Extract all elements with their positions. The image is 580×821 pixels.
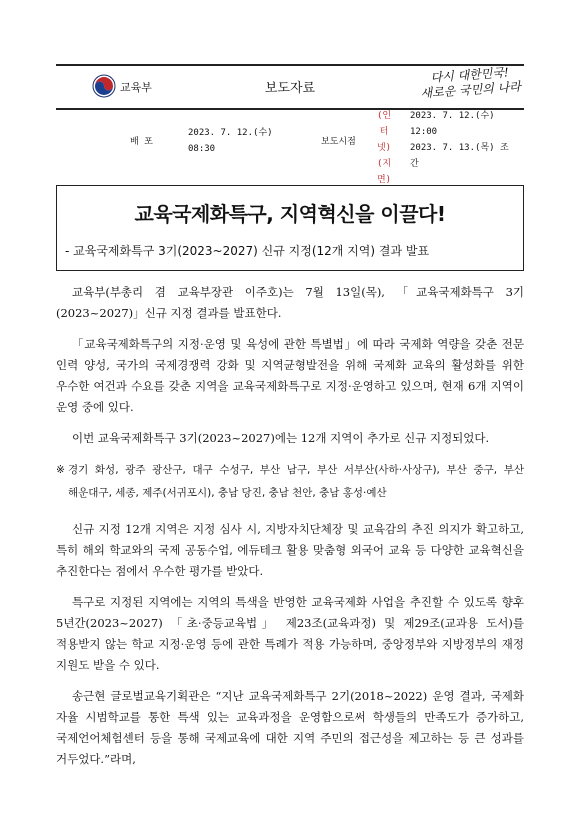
slogan-line-1: 다시 대한민국! [429, 65, 509, 85]
distribution-time: 08:30 [188, 144, 216, 154]
slogan-line-2: 새로운 국민의 나라 [419, 79, 521, 101]
subheadline: - 교육국제화특구 3기(2023~2027) 신규 지정(12개 지역) 결과 발표 [65, 244, 430, 258]
release-info [56, 108, 524, 185]
paragraph: 이번 교육국제화특구 3기(2023~2027)에는 12개 지역이 추가로 신규 지정되었다. [72, 431, 490, 445]
embargo-line: 간 [410, 159, 419, 169]
headline: 교육국제화특구, 지역혁신을 이끌다! [134, 202, 446, 226]
press-body [56, 282, 524, 780]
embargo-value [410, 108, 509, 172]
distribution-label: 배 포 [130, 137, 153, 147]
media-line: (지 [376, 159, 392, 169]
media-line: 넷) [376, 143, 392, 153]
embargo-line: 12:00 [410, 127, 438, 137]
embargo-line: 2023. 7. 12.(수) [410, 111, 495, 121]
note-mark: ※ [56, 464, 65, 476]
embargo-media [372, 108, 396, 188]
press-header [56, 64, 524, 110]
embargo-line: 2023. 7. 13.(목) 조 [410, 143, 509, 153]
distribution-value [188, 125, 273, 157]
media-line: 면) [376, 175, 392, 185]
paragraph: 신규 지정 12개 지역은 지정 심사 시, 지방자치단체장 및 교육감의 추진 의지가 확고하고, 특히 해외 학교와의 국제 공동수업, 에듀테크 활용 맞춤형 외국어 교육 등 다양한 교육혁신을 추진한다는 점에서 우수한 평가를 받았다. [56, 522, 524, 578]
org-name: 교육부 [120, 81, 152, 94]
distribution-date: 2023. 7. 12.(수) [188, 128, 273, 138]
title-box [56, 185, 524, 271]
embargo-label: 보도시점 [321, 137, 356, 147]
paragraph: 「교육국제화특구의 지정·운영 및 육성에 관한 특별법」에 따라 국제화 역량을 갖춘 전문 인력 양성, 국가의 국제경쟁력 강화 및 지역균형발전을 위해 국제화 교육의 활성화를 위한 우수한 여건과 수요를 갖춘 지역을 교육국제화특구로 지정·운영하고 있으며, 현재 6개 지역이 운영 중에 있다. [56, 337, 524, 414]
paragraph: 송근현 글로벌교육기획관은 “지난 교육국제화특구 2기(2018~2022) 운영 결과, 국제화 자율 시범학교를 통한 특색 있는 교육과정을 운영함으로써 학생들의 만족도가 증가하고, 국제언어체험센터 등을 통해 국제교육에 대한 지역 주민의 접근성을 제고하는 등 큰 성과를 거두었다.”라며, [56, 689, 524, 766]
note-text: 경기 화성, 광주 광산구, 대구 수성구, 부산 남구, 부산 서부산(사하·사상구), 부산 중구, 부산 해운대구, 세종, 제주(서귀포시), 충남 당진, 충남 천안, 충남 홍성·예산 [68, 464, 524, 499]
designated-regions-note [56, 459, 524, 505]
media-line: (인 터 [376, 111, 392, 137]
paragraph: 특구로 지정된 지역에는 지역의 특색을 반영한 교육국제화 사업을 추진할 수 있도록 향후 5년간(2023~2027) 「초·중등교육법」 제23조(교육과정) 및 제29조(교과용 도서)를 적용받지 않는 학교 지정·운영 등에 관한 특례가 적용 가능하며, 중앙정부와 지방정부의 재정 지원도 받을 수 있다. [56, 595, 524, 672]
doc-type: 보도자료 [264, 81, 316, 96]
paragraph: 교육부(부총리 겸 교육부장관 이주호)는 7월 13일(목), 「교육국제화특구 3기(2023~2027)」신규 지정 결과를 발표한다. [56, 285, 524, 320]
